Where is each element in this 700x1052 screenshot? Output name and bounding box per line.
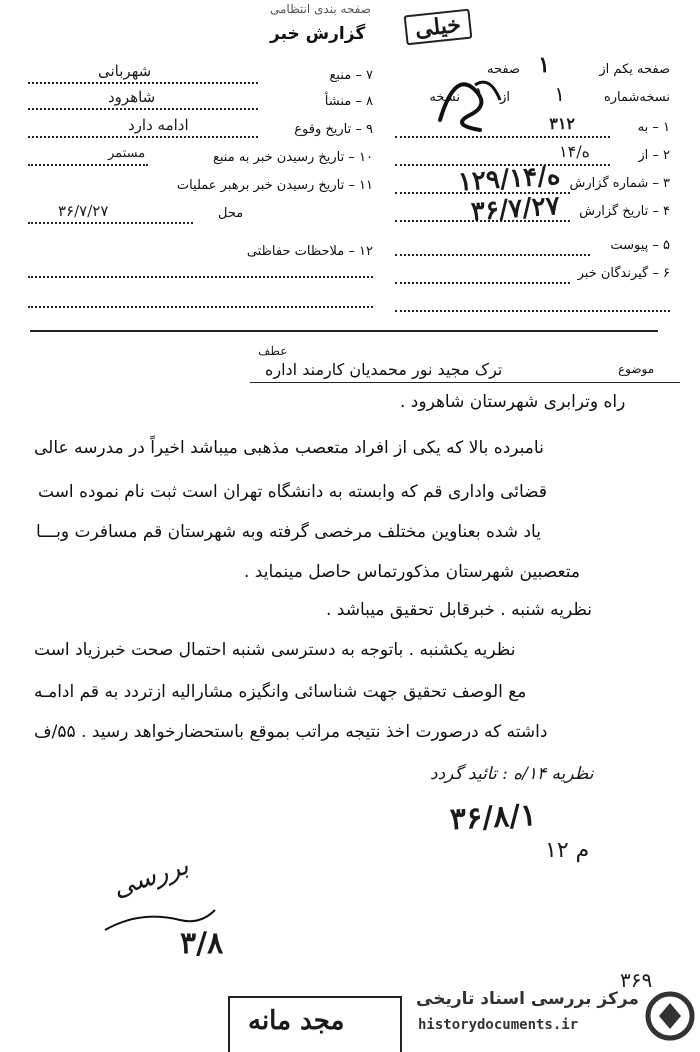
field-value-source: شهربانی bbox=[98, 62, 152, 80]
field-value-copy-of: ۱ bbox=[474, 82, 485, 106]
field-label-origin: ۸ – منشأ bbox=[324, 94, 373, 109]
handwritten-note: ۱۲ م bbox=[545, 838, 590, 863]
handwritten-date: ۳۶/۸/۱ bbox=[449, 797, 538, 838]
field-dotline bbox=[395, 310, 670, 312]
body-line-3: یاد شده بعناوین مختلف مرخصی گرفته وبه شهرستان قم مسافرت وبـــا bbox=[36, 522, 541, 542]
body-line-1: نامبرده بالا که یکی از افراد متعصب مذهبی میباشد اخیراً در مدرسه عالی bbox=[34, 438, 544, 458]
field-dotline bbox=[28, 164, 148, 166]
field-value-to: ۳۱۲ bbox=[549, 114, 575, 133]
subject-line-2: راه وترابری شهرستان شاهرود . bbox=[400, 392, 626, 412]
field-label-occurrence-date: ۹ – تاریخ وقوع bbox=[294, 122, 373, 137]
office-top-text: صفحه بندی انتظامی bbox=[270, 2, 371, 16]
subject-text: ترک مجید نور محمدیان کارمند اداره bbox=[265, 360, 503, 379]
section-divider bbox=[30, 330, 658, 332]
field-label-report-date: ۴ – تاریخ گزارش bbox=[579, 204, 670, 219]
field-dotline bbox=[28, 108, 258, 110]
field-label-recipients: ۶ – گیرندگان خبر bbox=[577, 266, 670, 281]
field-label-to: ۱ – به bbox=[637, 120, 670, 135]
margin-note: ۳/۸ bbox=[180, 926, 224, 961]
field-dotline bbox=[28, 306, 373, 308]
field-value-occurrence-date: ادامه دارد bbox=[128, 116, 189, 134]
field-dotline bbox=[395, 254, 590, 256]
subject-underline bbox=[250, 382, 680, 383]
opinion-sunday-line-3: داشته که درصورت اخذ نتیجه مراتب بموقع باستحضارخواهد رسید . ۵۵/ف bbox=[34, 722, 548, 742]
field-label-page-of: صفحه یکم از bbox=[599, 62, 670, 77]
opinion-saturday: نظریه شنبه . خبرقابل تحقیق میباشد . bbox=[326, 600, 593, 620]
field-label-security-notes: ۱۲ – ملاحظات حفاظتی bbox=[246, 244, 373, 259]
field-dotline bbox=[28, 136, 258, 138]
opinion-14-handwritten: نظریه ۱۴/ه : تائید گردد bbox=[430, 764, 594, 784]
opinion-sunday-line-1: نظریه یکشنبه . باتوجه به دسترسی شنبه احتمال صحت خبرزیاد است bbox=[34, 640, 516, 660]
watermark-logo-icon bbox=[645, 989, 695, 1043]
field-label-report-number: ۳ – شماره گزارش bbox=[569, 176, 670, 191]
field-label-copies: نسخه bbox=[429, 90, 460, 105]
field-value-origin: شاهرود bbox=[108, 88, 156, 106]
field-value-from: ۱۴/ه bbox=[559, 142, 590, 161]
subject-label: موضوع bbox=[618, 362, 655, 376]
field-label-page: صفحه bbox=[487, 62, 520, 77]
field-value-operations-date: ۳۶/۷/۲۷ bbox=[58, 202, 109, 220]
subject-insert-above: عطف bbox=[258, 344, 288, 358]
page-number-corner: ۳۶۹ bbox=[620, 968, 653, 992]
signature-left: بررسی bbox=[109, 850, 193, 904]
field-label-copy-of: از bbox=[500, 90, 510, 105]
field-dotline bbox=[395, 136, 610, 138]
field-dotline bbox=[28, 276, 373, 278]
field-value-received-by-source: مستمر bbox=[108, 146, 146, 161]
field-label-copy-number: نسخه‌شماره bbox=[603, 90, 670, 105]
body-line-4: متعصبین شهرستان مذکورتماس حاصل مینماید . bbox=[244, 562, 580, 582]
field-label-received-by-operations: ۱۱ – تاریخ رسیدن خبر برهبر عملیات bbox=[176, 178, 373, 193]
field-label-source: ۷ – منبع bbox=[329, 68, 373, 83]
field-label-attachment: ۵ – پیوست bbox=[610, 238, 670, 253]
watermark bbox=[400, 985, 700, 1050]
field-value-page-of: ۱ bbox=[538, 52, 550, 78]
field-value-copy-number: ۱ bbox=[554, 82, 565, 106]
field-label-received-by-source: ۱۰ – تاریخ رسیدن خبر به منبع bbox=[212, 150, 373, 165]
watermark-line-2: historydocuments.ir bbox=[418, 1017, 579, 1033]
field-dotline bbox=[395, 282, 570, 284]
classification-stamp: خیلی bbox=[404, 9, 473, 46]
field-dotline bbox=[28, 222, 193, 224]
bottom-stamp bbox=[228, 996, 402, 1052]
watermark-line-1: مرکز بررسی اسناد تاریخی bbox=[416, 989, 639, 1009]
opinion-sunday-line-2: مع الوصف تحقیق جهت شناسائی وانگیزه مشارالیه ازتردد به قم ادامـه bbox=[34, 682, 527, 702]
bottom-stamp-text: مجد مانه bbox=[248, 1006, 345, 1036]
field-label-location: محل bbox=[218, 206, 244, 221]
field-value-report-date: ۳۶/۷/۲۷ bbox=[470, 190, 561, 228]
field-label-from: ۲ – از bbox=[638, 148, 670, 163]
form-title: گزارش خبر bbox=[270, 24, 366, 44]
field-dotline bbox=[28, 82, 258, 84]
body-line-2: قضائی واداری قم که وابسته به دانشگاه تهران است ثبت نام نموده است bbox=[38, 482, 548, 502]
field-value-report-number: ۱۲۹/۱۴/ه bbox=[456, 160, 561, 198]
